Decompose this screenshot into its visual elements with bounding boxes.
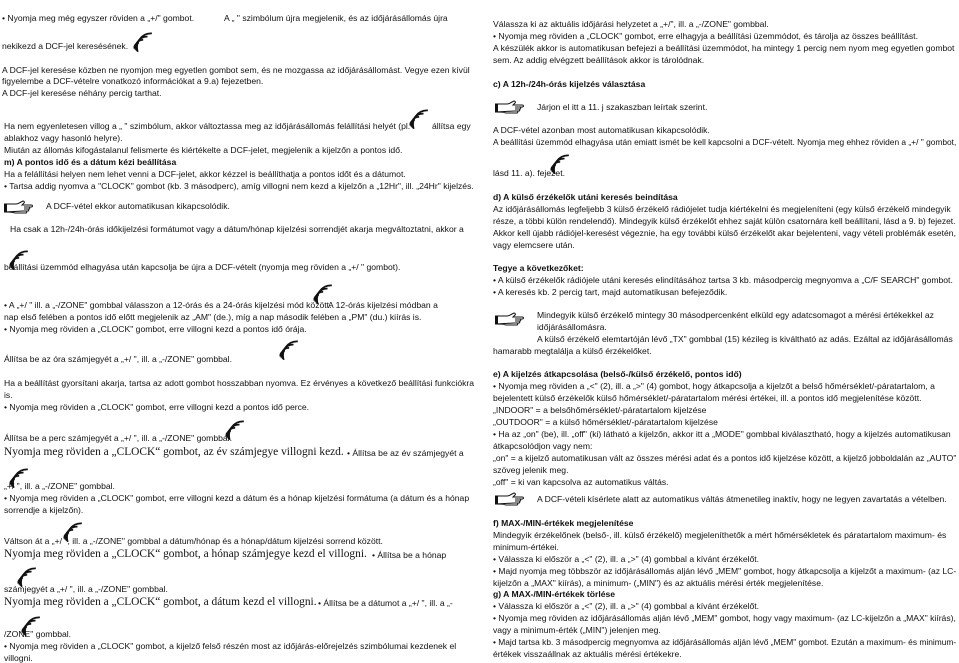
text-line: /ZONE" gombbal.: [4, 629, 72, 639]
text-line: • Tartsa addig nyomva a "CLOCK" gombot (kb. 3 másodperc), amíg villogni nem kezd a kijelzőn a „12Hr", ill. „24Hr" kijelzés.: [4, 181, 474, 191]
text-line: Váltson át a „+/ ", ill. a „-/ZONE" gombbal a dátum/hónap és a hónap/dátum kijelzési sorrend között.: [4, 536, 383, 546]
text-line: • Állítsa be az év számjegyét a: [347, 448, 464, 458]
text-line: A beállítási üzemmód elhagyása után emiatt ismét be kell kapcsolni a DCF-vételt. Nyomja meg ehhez röviden a „+/ " gombot,: [493, 137, 957, 147]
text-line: kijelzőn a „MAX" kiírás), a minimum- („MIN") és az aktuális mérési érték megjelenítése.: [493, 578, 824, 588]
text-line: „INDOOR" = a belsőhőmérséklet/-páratartalom kijelzése: [493, 405, 707, 415]
text-line: • A keresés kb. 2 percig tart, majd automatikusan befejeződik.: [493, 287, 728, 297]
text-line: számjegyét a „+/ ", ill. a „-/ZONE" gombbal.: [4, 584, 168, 594]
text-line: beállítási üzemmód elhagyása után kapcsolja be újra a DCF-vételt (nyomja meg röviden a „+/ " gombot).: [4, 262, 401, 272]
text-line: • A külső érzékelők rádiójele utáni keresés elindításához tartsa 3 kb. másodpercig megnyomva a „C/F SEARCH" gombot.: [493, 275, 953, 285]
text-line: lásd 11. a). fejezet.: [493, 168, 565, 178]
text-line: A DCF-vétel ekkor automatikusan kikapcsolódik.: [46, 201, 230, 211]
text-line: Miután az állomás kifogástalanul felismerte és kiértékelte a DCF-jelet, megjelenik a kijelzőn a pontos idő.: [4, 145, 403, 155]
text-line: Állítsa be a perc számjegyét a „+/ ", ill. a „-/ZONE" gombbal.: [4, 433, 232, 443]
text-line: • Állítsa be a hónap: [372, 550, 447, 560]
pointing-hand-icon: [495, 492, 525, 506]
text-line: Mindegyik külső érzékelő mintegy 30 másodpercenként elküld egy adatcsomagot a mérési értékekkel az: [537, 310, 934, 320]
text-line: Nyomja meg röviden a „CLOCK“ gombot, a dátum kezd el villogni.: [4, 596, 317, 608]
text-line: Járjon el itt a 11. j szakaszban leírtak szerint.: [537, 102, 708, 112]
section-heading: f) MAX-/MIN-értékek megjelenítése: [493, 518, 634, 528]
text-line: sorrendje a kijelzőn).: [4, 505, 84, 515]
text-line: vagy elemcsere után.: [493, 240, 575, 250]
text-line: Ha nem egyenletesen villog a „ " szimbólum, akkor változtassa meg az időjárásállomás felállítási helyét (pl.: [4, 121, 411, 131]
radio-wave-icon: [274, 338, 300, 360]
section-heading: c) A 12h-/24h-órás kijelzés választása: [493, 79, 646, 89]
text-line: A „ " szimbólum újra megjelenik, és az időjárásállomás újra: [224, 13, 448, 23]
text-line: „off" = ki van kapcsolva az automatikus váltás.: [493, 477, 669, 487]
text-line: Nyomja meg röviden a „CLOCK“ gombot, a hónap számjegye kezd el villogni.: [4, 548, 367, 560]
text-line: időjárásállomásra.: [537, 322, 607, 332]
text-line: „OUTDOOR" = a külső hőmérséklet/-páratartalom kijelzése: [493, 417, 718, 427]
pointing-hand-icon: [495, 100, 525, 114]
text-line: A DCF-jel keresése néhány percig tarthat.: [2, 88, 162, 98]
text-line: figyelembe a DCF-vételre vonatkozó információkat a 9.a) fejezetben.: [2, 76, 264, 86]
text-line: • Majd tartsa kb. 3 másodpercig megnyomva az időjárásállomás alján lévő „MEM" gombot. Ezután a maximum- és minimum-: [493, 637, 957, 647]
text-line: • Nyomja meg röviden az időjárásállomás alján lévő „MEM" gombot, hogy vagy maximum- (az LC-kijelzőn a „MAX" kiírás),: [493, 613, 956, 623]
text-line: „on" = a kijelző automatikusan vált az összes mérési adat és a pontos idő kijelzése között, a kijelző jobboldalán az „AUTO": [493, 453, 957, 463]
pointing-hand-icon: [495, 312, 525, 326]
text-line: Ha csak a 12h-/24h-órás időkijelzési formátumot vagy a dátum/hónap kijelzési sorrendjét akarja megváltoztatni, akkor a: [10, 224, 464, 234]
text-line: része, a többi külön rendelendő). Mindegyik külső érzékelőt ehhez saját külön csatornára kell beállítani, lásd a 9. b) fejezet.: [493, 216, 956, 226]
text-line: • Nyomja meg röviden a „CLOCK" gombot, a kijelző felső részén most az időjárás-előrejelzés szimbólumai kezdenek el: [4, 641, 457, 651]
text-line: ablakhoz vagy hasonló helyre).: [4, 133, 123, 143]
text-line: nap első felében a pontos idő előtt megjelenik az „AM" (de.), míg a nap második felében a „PM" (du.) kiírás is.: [4, 312, 422, 322]
text-line: Válassza ki az aktuális időjárási helyzetet a „+/", ill. a „-/ZONE" gombbal.: [493, 19, 769, 29]
text-line: • A „+/ " ill. a „-/ZONE" gombbal válasszon a 12-órás és a 24-órás kijelzési mód között.: [4, 300, 332, 310]
text-line: • Nyomja meg még egyszer röviden a „+/" gombot.: [2, 13, 195, 23]
text-line: A DCF-vétel azonban most automatikusan kikapcsolódik.: [493, 125, 710, 135]
pointing-hand-icon: [4, 200, 34, 214]
text-line: Nyomja meg röviden a „CLOCK“ gombot, az év számjegye villogni kezd.: [4, 446, 344, 458]
text-line: is.: [4, 390, 13, 400]
text-line: • Nyomja meg röviden a „CLOCK" gombot, erre elhagyja a beállítási üzemmódot, és tárolja az összes beállítást.: [493, 31, 918, 41]
section-heading: e) A kijelzés átkapcsolása (belső-/külső érzékelő, pontos idő): [493, 369, 742, 379]
text-line: Ha a felállítási helyen nem lehet venni a DCF-jelet, akkor kézzel is beállíthatja a pontos időt és a dátumot.: [4, 169, 406, 179]
section-heading: Tegye a következőket:: [493, 263, 584, 273]
text-line: Az időjárásállomás legfeljebb 3 külső érzékelő rádiójelet tudja kiértékelni és megjeleníteni (egy külső érzékelő mindegyik: [493, 204, 951, 214]
section-heading: m) A pontos idő és a dátum kézi beállítása: [4, 157, 177, 167]
text-line: átkapcsolódjon vagy nem:: [493, 441, 593, 451]
text-line: • Válassza ki először a „<" (2), ill. a „>" (4) gombbal a kívánt érzékelőt.: [493, 601, 760, 611]
text-line: értékek visszaállnak az aktuális mérési értékekre.: [493, 649, 682, 659]
section-heading: g) A MAX-/MIN-értékek törlése: [493, 589, 616, 599]
text-line: Akkor kell újabb rádiójel-keresést végeznie, ha egy további külső érzékelőt akar bejelenteni, vagy vételi problémák esetén,: [493, 228, 956, 238]
radio-wave-icon: [128, 30, 154, 52]
text-line: Mindegyik érzékelőnek (belső-, ill. külső érzékelő) megjeleníthetők a mért hőmérsékletek és páratartalom maximum- és: [493, 530, 947, 540]
text-line: Állítsa be az óra számjegyét a „+/ ", ill. a „-/ZONE" gombbal.: [4, 354, 232, 364]
text-line: • Nyomja meg röviden a „CLOCK" gombot, erre villogni kezd a pontos idő órája.: [4, 324, 307, 334]
text-line: A külső érzékelő elemtartóján lévő „TX" gombbal (15) kézileg is kiváltható az adás. Ezáltal az időjárásállomás: [537, 334, 953, 344]
text-line: állítsa egy: [432, 121, 471, 131]
text-line: A DCF-vételi kísérlete alatt az automatikus váltás átmenetileg inaktív, hogy ne legyen zavartatás a vételben.: [537, 494, 947, 504]
text-line: • Ha az „on" (be), ill. „off" (ki) látható a kijelzőn, akkor itt a „MODE" gombbal kiválasztható, hogy a kijelzés automatikusan: [493, 429, 951, 439]
text-line: villogni.: [4, 653, 33, 663]
text-line: minimum-értékei.: [493, 542, 559, 552]
text-line: • Állítsa be a dátumot a „+/ ", ill. a „-: [318, 598, 453, 608]
text-line: hamarabb megtalálja a külső érzékelőket.: [493, 346, 652, 356]
text-line: • Nyomja meg röviden a „<" (2), ill. a „>" (4) gombot, hogy átkapcsolja a kijelzőt a belső hőmérséklet/-páratartalom, a: [493, 381, 935, 391]
text-line: • Majd nyomja meg többször az időjárásállomás alján lévő „MEM" gombot, hogy átkapcsolja a kijelzőt a maximum- (az LC-: [493, 566, 957, 576]
text-line: A 12-órás kijelzési módban a: [328, 300, 438, 310]
text-line: A készülék akkor is automatikusan befejezi a beállítási üzemmódot, ha mintegy 1 percig nem nyom meg egyetlen gombot: [493, 43, 955, 53]
text-line: bejelentett külső érzékelők külső hőmérséklet/-páratartalom mérési értékei, ill. a pontos idő megjelenítése között.: [493, 393, 922, 403]
text-line: szöveg jelenik meg.: [493, 465, 569, 475]
text-line: sem. Az addig elvégzett beállítások akkor is tárolódnak.: [493, 55, 705, 65]
text-line: • Nyomja meg röviden a „CLOCK" gombot, erre villogni kezd a pontos idő perce.: [4, 402, 310, 412]
text-line: • Nyomja meg röviden a „CLOCK" gombot, erre villogni kezd a dátum és a hónap kijelzési formátuma (a dátum és a hónap: [4, 493, 470, 503]
text-line: nekikezd a DCF-jel keresésének.: [2, 41, 129, 51]
text-line: A DCF-jel keresése közben ne nyomjon meg egyetlen gombot sem, és ne mozgassa az időjárásállomást. Vegye ezen kívül: [2, 65, 470, 75]
text-line: „+/ ", ill. a „-/ZONE" gombbal.: [4, 481, 115, 491]
text-line: Ha a beállítást gyorsítani akarja, tartsa az adott gombot hosszabban nyomva. Ez érvényes a következő beállítási funkciókra: [4, 378, 475, 388]
text-line: • Válassza ki először a „<" (2), ill. a „>" (4) gombbal a kívánt érzékelőt.: [493, 554, 760, 564]
text-line: vagy a minimum-érték („MIN") jelenjen meg.: [493, 625, 661, 635]
section-heading: d) A külső érzékelők utáni keresés beindítása: [493, 192, 678, 202]
